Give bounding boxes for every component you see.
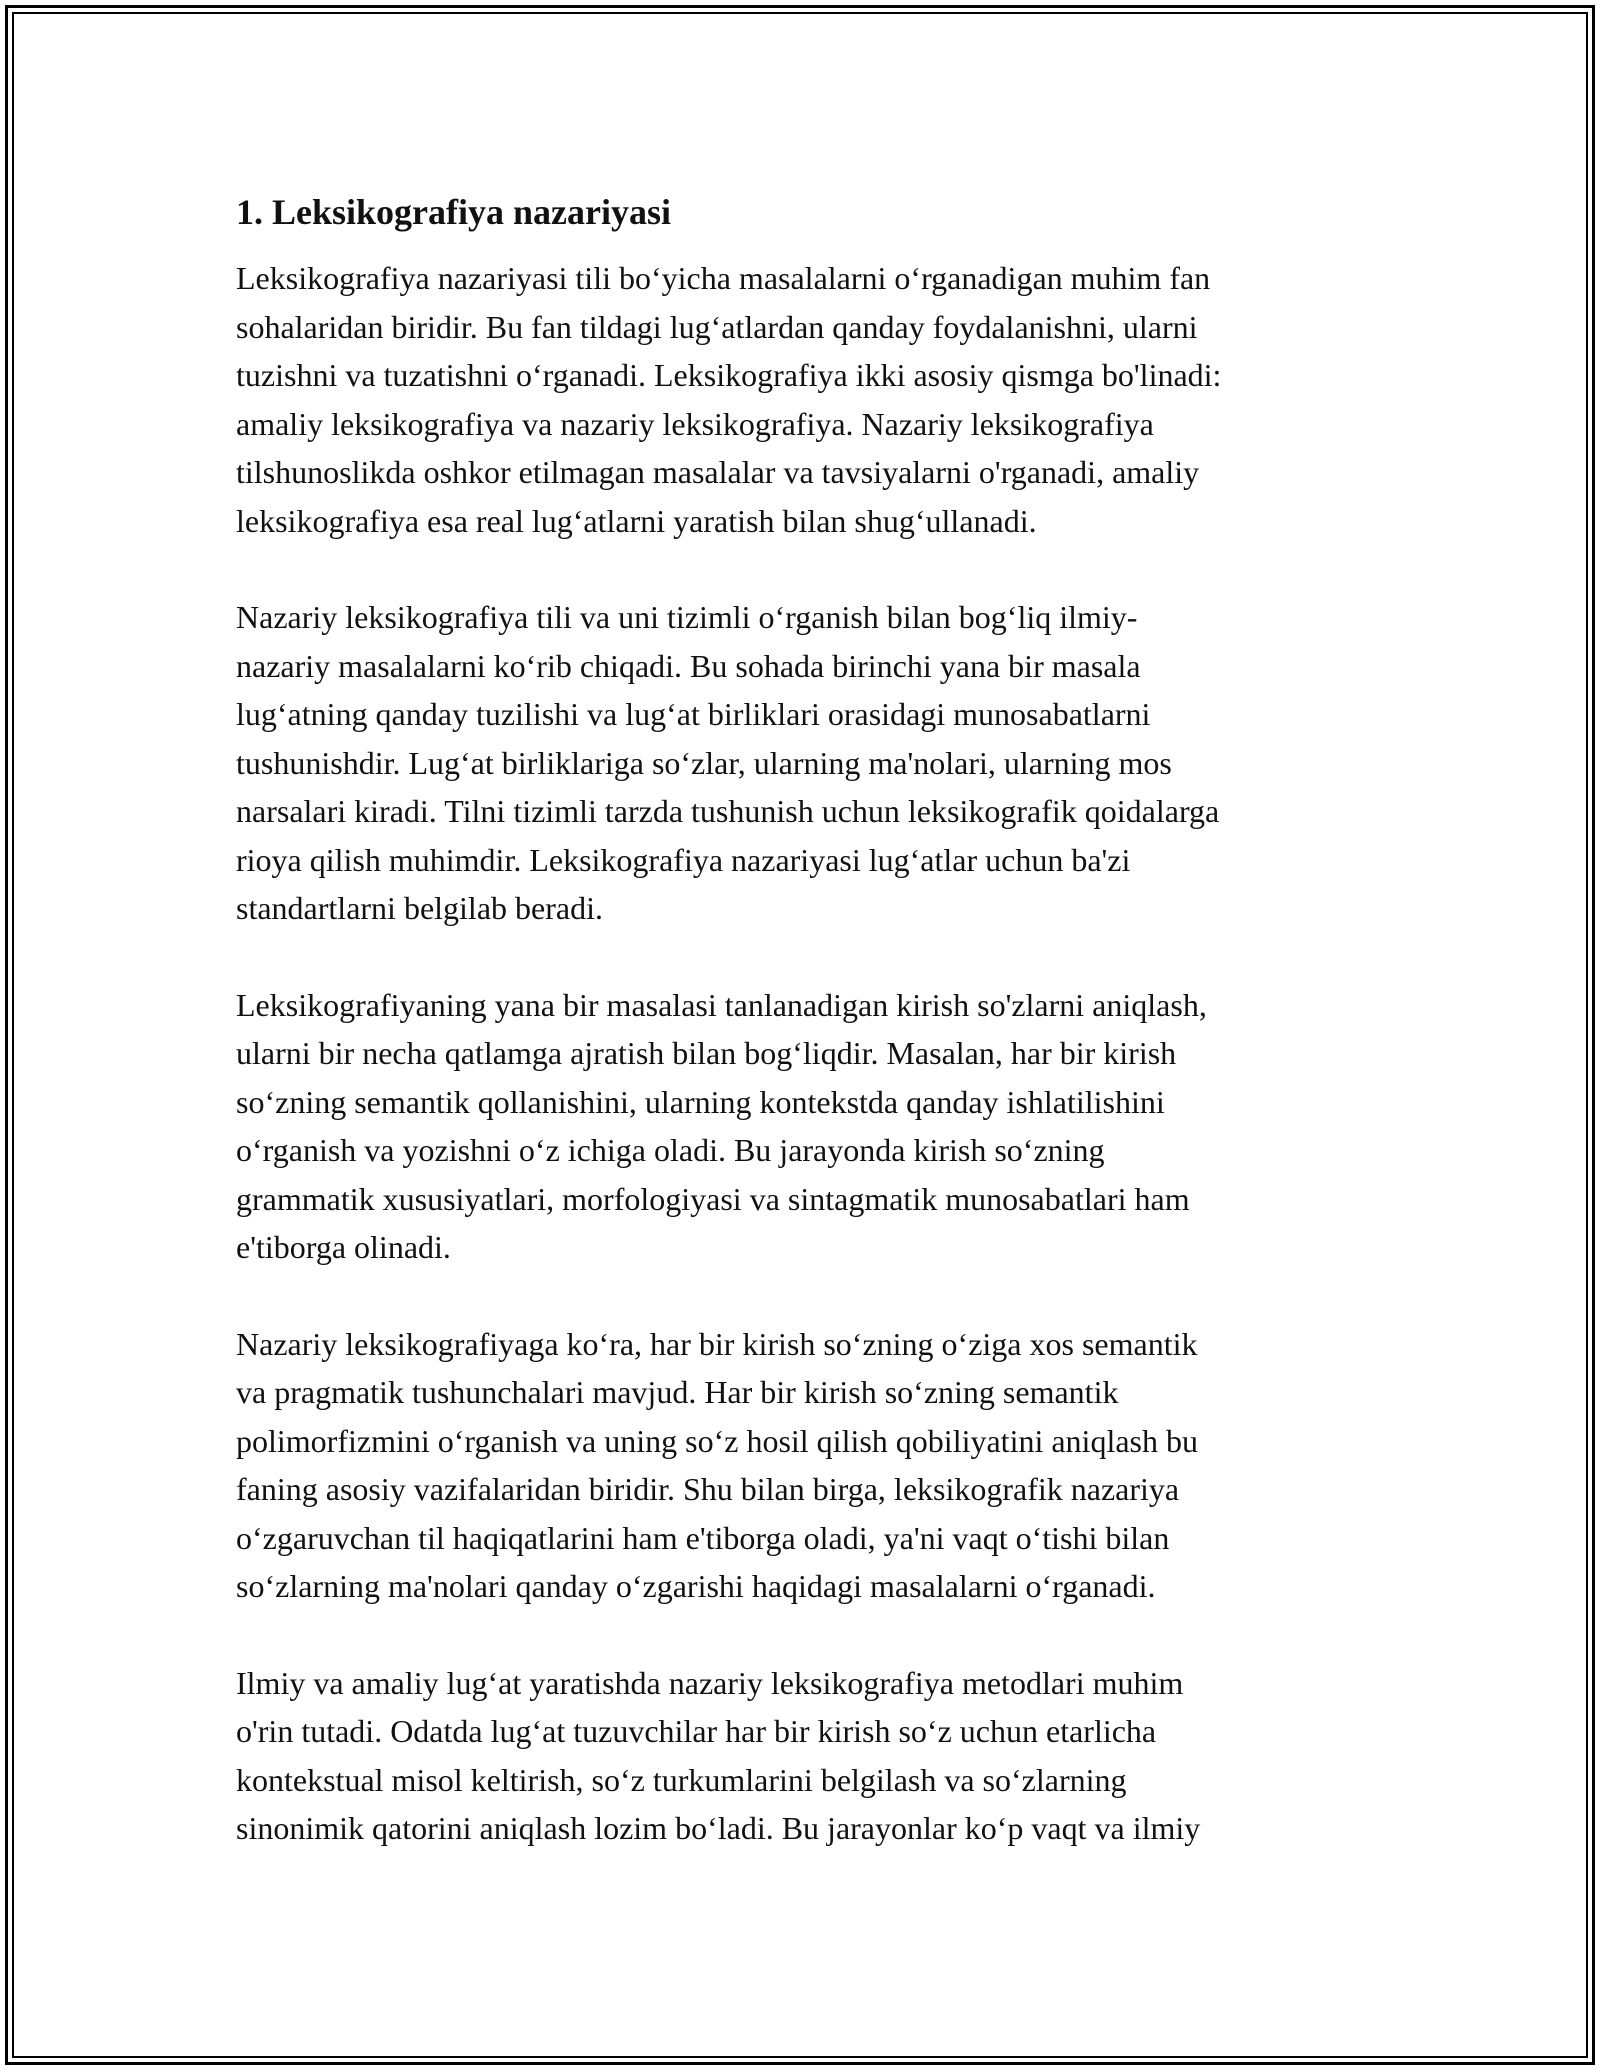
- paragraph-line: lug‘atning qanday tuzilishi va lug‘at birliklari orasidagi munosabatlarni: [236, 696, 1151, 732]
- paragraph-line: e'tiborga olinadi.: [236, 1229, 451, 1265]
- document-body: [236, 186, 1376, 1853]
- paragraph-line: so‘zning semantik qollanishini, ularning kontekstda qanday ishlatilishini: [236, 1083, 1165, 1120]
- paragraph-line: Leksikografiyaning yana bir masalasi tanlanadigan kirish so'zlarni aniqlash,: [236, 986, 1207, 1023]
- paragraph-line: tilshunoslikda oshkor etilmagan masalalar va tavsiyalarni o'rganadi, amaliy: [236, 454, 1200, 490]
- paragraph-line: Nazariy leksikografiya tili va uni tizimli o‘rganish bilan bog‘liq ilmiy-: [236, 599, 1138, 635]
- paragraph-line: so‘zlarning ma'nolari qanday o‘zgarishi haqidagi masalalarni o‘rganadi.: [236, 1568, 1156, 1604]
- paragraph-line: kontekstual misol keltirish, so‘z turkumlarini belgilash va so‘zlarning: [236, 1761, 1127, 1798]
- paragraph-3: [236, 981, 1376, 1272]
- paragraph-line: Nazariy leksikografiyaga ko‘ra, har bir kirish so‘zning o‘ziga xos semantik: [236, 1325, 1198, 1362]
- paragraph-line: rioya qilish muhimdir. Leksikografiya nazariyasi lug‘atlar uchun ba'zi: [236, 841, 1131, 878]
- paragraph-line: o‘zgaruvchan til haqiqatlarini ham e'tiborga oladi, ya'ni vaqt o‘tishi bilan: [236, 1519, 1170, 1556]
- paragraph-line: o‘rganish va yozishni o‘z ichiga oladi. Bu jarayonda kirish so‘zning: [236, 1132, 1105, 1168]
- paragraph-line: faning asosiy vazifalaridan biridir. Shu bilan birga, leksikografik nazariya: [236, 1471, 1180, 1507]
- paragraph-5: [236, 1659, 1376, 1853]
- paragraph-line: grammatik xususiyatlari, morfologiyasi va sintagmatik munosabatlari ham: [236, 1180, 1190, 1217]
- paragraph-line: o'rin tutadi. Odatda lug‘at tuzuvchilar har bir kirish so‘z uchun etarlicha: [236, 1713, 1157, 1749]
- paragraph-line: polimorfizmini o‘rganish va uning so‘z hosil qilish qobiliyatini aniqlash bu: [236, 1422, 1198, 1459]
- paragraph-line: sinonimik qatorini aniqlash lozim bo‘ladi. Bu jarayonlar ko‘p vaqt va ilmiy: [236, 1810, 1201, 1846]
- paragraph-line: sohalaridan biridir. Bu fan tildagi lug‘atlardan qanday foydalanishni, ularni: [236, 308, 1198, 345]
- paragraph-line: nazariy masalalarni ko‘rib chiqadi. Bu sohada birinchi yana bir masala: [236, 647, 1141, 684]
- paragraph-line: standartlarni belgilab beradi.: [236, 890, 603, 926]
- paragraph-2: [236, 593, 1376, 933]
- paragraph-4: [236, 1320, 1376, 1611]
- section-heading: 1. Leksikografiya nazariyasi: [236, 192, 672, 232]
- paragraph-line: Leksikografiya nazariyasi tili bo‘yicha masalalarni o‘rganadigan muhim fan: [236, 260, 1211, 296]
- paragraph-line: narsalari kiradi. Tilni tizimli tarzda tushunish uchun leksikografik qoidalarga: [236, 793, 1220, 829]
- paragraph-line: va pragmatik tushunchalari mavjud. Har bir kirish so‘zning semantik: [236, 1374, 1119, 1410]
- paragraph-1: [236, 254, 1376, 545]
- paragraph-line: ularni bir necha qatlamga ajratish bilan bog‘liqdir. Masalan, har bir kirish: [236, 1035, 1177, 1071]
- paragraph-line: amaliy leksikografiya va nazariy leksikografiya. Nazariy leksikografiya: [236, 405, 1154, 442]
- paragraph-line: leksikografiya esa real lug‘atlarni yaratish bilan shug‘ullanadi.: [236, 502, 1037, 539]
- paragraph-line: tushunishdir. Lug‘at birliklariga so‘zlar, ularning ma'nolari, ularning mos: [236, 744, 1172, 781]
- paragraph-line: Ilmiy va amaliy lug‘at yaratishda nazariy leksikografiya metodlari muhim: [236, 1664, 1184, 1701]
- paragraph-line: tuzishni va tuzatishni o‘rganadi. Leksikografiya ikki asosiy qismga bo'linadi:: [236, 357, 1222, 393]
